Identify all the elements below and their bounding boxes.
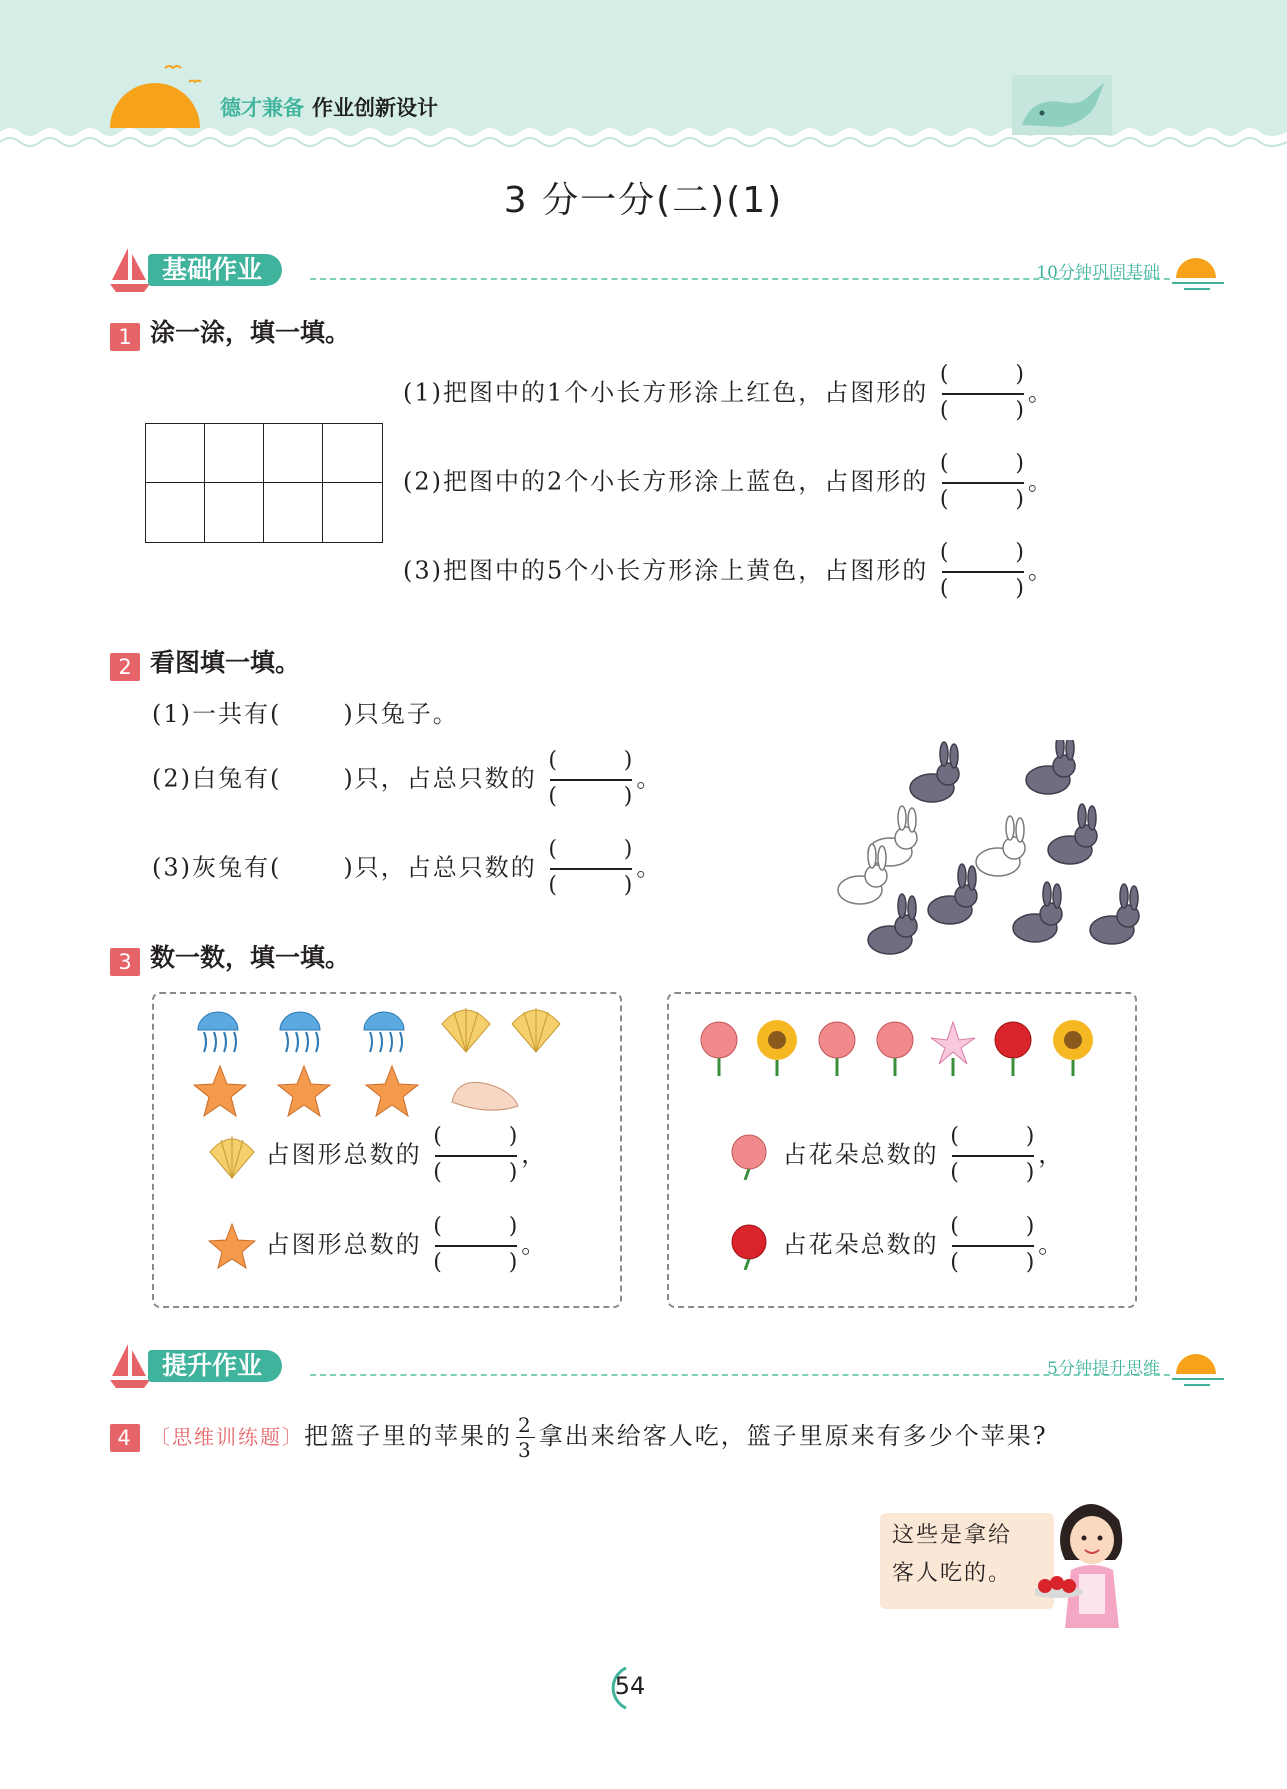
comma: ， [521,1140,548,1169]
period: 。 [636,853,663,882]
sunflower-icon [757,1020,797,1076]
q3-left-text: 占图形总数的 [265,1230,422,1259]
period: 。 [1027,556,1054,585]
period: 。 [1027,467,1054,496]
rose-pink-icon [725,1132,773,1180]
q3-number: 3 [110,948,140,976]
sailboat-icon [110,1342,150,1388]
paren: ) [1015,487,1026,512]
fraction-blank[interactable] [938,360,1028,428]
fraction-bar [942,571,1024,573]
grid-cell[interactable] [146,424,205,483]
q1-item-3-text: (3)把图中的5个小长方形涂上黄色，占图形的 [403,556,929,585]
paren: ) [1015,398,1026,423]
q2-item-2-post: )只，占总只数的 [343,764,537,793]
section-advanced-label: 提升作业 [148,1350,282,1382]
paren: ( [939,451,951,476]
q4-tag: 〔思维训练题〕 [150,1425,304,1449]
fraction-blank[interactable] [948,1122,1038,1190]
starfish-icon [208,1222,256,1270]
rabbit-gray-icon [1026,740,1075,794]
lily-icon [931,1022,975,1076]
fraction-bar [952,1245,1034,1247]
grid-cell[interactable] [323,424,382,483]
q1-item-3 [403,538,1054,606]
q3-left-row-2 [208,1212,547,1280]
q2-item-1 [152,694,459,729]
grid-cell[interactable] [205,424,264,483]
q2-title: 看图填一填。 [150,648,301,677]
paren: ( [433,1250,444,1275]
fraction-bar [550,779,632,781]
period: 。 [636,764,663,793]
paren: ( [950,1214,961,1239]
sunflower-icon [1053,1020,1093,1076]
grid-cell[interactable] [264,483,323,542]
fraction-blank[interactable] [431,1212,521,1280]
sailboat-icon [110,246,150,292]
rabbit-gray-icon [868,894,917,954]
paren: ) [623,784,635,809]
paren: ) [1025,1124,1037,1149]
section-advanced-banner [60,1346,1230,1386]
paren: ( [939,362,951,387]
fraction-bar [435,1155,517,1157]
rabbits-illustration [820,740,1150,960]
whale-icon [1012,75,1112,135]
rabbit-gray-icon [1013,882,1062,942]
sun-icon [1170,250,1226,292]
q4-fraction [516,1413,535,1462]
fraction-blank[interactable] [546,835,636,903]
q3-right-text-2: 占花朵总数的 [782,1230,939,1259]
fraction-bar [550,868,632,870]
paren: ) [623,748,635,773]
grid-cell[interactable] [323,483,382,542]
shell-icon [208,1132,256,1180]
q1-item-1-text: (1)把图中的1个小长方形涂上红色，占图形的 [403,378,929,407]
paren: ( [950,1250,961,1275]
section-advanced-tag: 5分钟提升思维 [1047,1359,1160,1379]
q1-heading [110,313,350,351]
starfish-icon [366,1066,418,1116]
period: 。 [1038,1230,1065,1259]
rabbit-gray-icon [1090,884,1139,944]
jellyfish-icon [280,1012,320,1052]
q3-heading [110,938,350,976]
rose-red-icon [995,1022,1031,1076]
rabbit-white-icon [838,844,887,904]
q1-number: 1 [110,323,140,351]
comma: ， [1038,1140,1065,1169]
page-number: 54 [614,1672,646,1700]
jellyfish-icon [364,1012,404,1052]
paren: ) [508,1250,520,1275]
jellyfish-icon [198,1012,238,1052]
paren: ) [623,873,635,898]
paren: ) [1025,1214,1037,1239]
paren: ) [1015,576,1026,601]
q4-number: 4 [110,1424,140,1452]
section-basic-label: 基础作业 [148,254,282,286]
q3-left-text: 占图形总数的 [265,1140,422,1169]
conch-icon [452,1082,518,1110]
paren: ) [1015,540,1026,565]
rose-red-icon [725,1222,773,1270]
paren: ( [939,576,951,601]
paren: ( [939,540,951,565]
rabbit-gray-icon [928,864,977,924]
period: 。 [1027,378,1054,407]
q2-item-2-pre: (2)白兔有( [152,764,282,793]
paren: ) [1015,451,1026,476]
brand [220,92,438,122]
grid-cell[interactable] [146,483,205,542]
girl-with-apples-icon [1035,1490,1145,1630]
q2-item-3-post: )只，占总只数的 [343,853,537,882]
paren: ) [508,1214,520,1239]
fraction-blank[interactable] [948,1212,1038,1280]
q1-title: 涂一涂，填一填。 [150,318,351,347]
flowers-illustration [695,1018,1115,1078]
paren: ( [433,1124,444,1149]
q1-item-2-text: (2)把图中的2个小长方形涂上蓝色，占图形的 [403,467,929,496]
rose-pink-icon [877,1022,913,1076]
paren: ( [433,1160,444,1185]
starfish-icon [194,1066,246,1116]
rectangle-grid[interactable] [145,423,383,543]
q3-title: 数一数，填一填。 [150,943,351,972]
speech-line-2: 客人吃的。 [892,1561,1013,1586]
fraction-blank[interactable] [938,449,1028,517]
sun-icon [1170,1346,1226,1388]
starfish-icon [278,1066,330,1116]
page-title: 3 分一分(二)(1) [503,180,784,221]
fraction-bar [952,1155,1034,1157]
q2-item-1-pre: (1)一共有( [152,700,282,728]
paren: ) [508,1124,520,1149]
rose-pink-icon [701,1022,737,1076]
q2-item-1-post: )只兔子。 [343,700,459,728]
paren: ) [508,1160,520,1185]
rabbit-gray-icon [1048,804,1097,864]
sun-icon [105,60,205,130]
section-basic-tag: 10分钟巩固基础 [1036,263,1160,283]
fraction-blank[interactable] [431,1122,521,1190]
paren: ( [950,1160,961,1185]
paren: ( [548,784,559,809]
paren: ( [548,873,559,898]
paren: ) [623,837,635,862]
q4-text-pre: 把篮子里的苹果的 [304,1422,512,1450]
q4-fraction-numerator: 2 [518,1413,533,1437]
speech-line-1: 这些是拿给 [892,1523,1013,1548]
paren: ) [1025,1160,1037,1185]
q3-left-row-1 [208,1122,547,1190]
paren: ( [939,487,951,512]
brand-primary: 德才兼备 [220,96,304,120]
paren: ( [548,837,559,862]
shell-icon [442,1008,490,1052]
q2-heading [110,643,300,681]
q4-fraction-denominator: 3 [518,1438,533,1462]
grid-cell[interactable] [264,424,323,483]
section-basic-banner [60,250,1230,290]
paren: ( [950,1124,961,1149]
section-divider [310,1374,1170,1376]
paren: ) [1025,1250,1037,1275]
fraction-bar [435,1245,517,1247]
period: 。 [521,1230,548,1259]
shell-icon [512,1008,560,1052]
brand-secondary: 作业创新设计 [312,96,438,120]
q3-right-row-1 [725,1122,1064,1190]
q2-item-3 [152,835,662,903]
paren: ( [548,748,559,773]
q4-text-post: 拿出来给客人吃，篮子里原来有多少个苹果? [538,1422,1048,1450]
fraction-blank[interactable] [546,746,636,814]
q2-number: 2 [110,653,140,681]
q1-item-2 [403,449,1054,517]
q3-right-row-2 [725,1212,1064,1280]
paren: ) [1015,362,1026,387]
q2-item-3-pre: (3)灰兔有( [152,853,282,882]
fraction-bar [942,482,1024,484]
rabbit-white-icon [976,816,1025,876]
fraction-bar [942,393,1024,395]
sea-creatures-illustration [190,1002,590,1122]
paren: ( [939,398,951,423]
rose-pink-icon [819,1022,855,1076]
q1-item-1 [403,360,1054,428]
q2-item-2 [152,746,662,814]
paren: ( [433,1214,444,1239]
grid-cell[interactable] [205,483,264,542]
rabbit-gray-icon [910,742,959,802]
q4-line [110,1413,1048,1462]
fraction-blank[interactable] [938,538,1028,606]
q3-right-text-1: 占花朵总数的 [782,1140,939,1169]
